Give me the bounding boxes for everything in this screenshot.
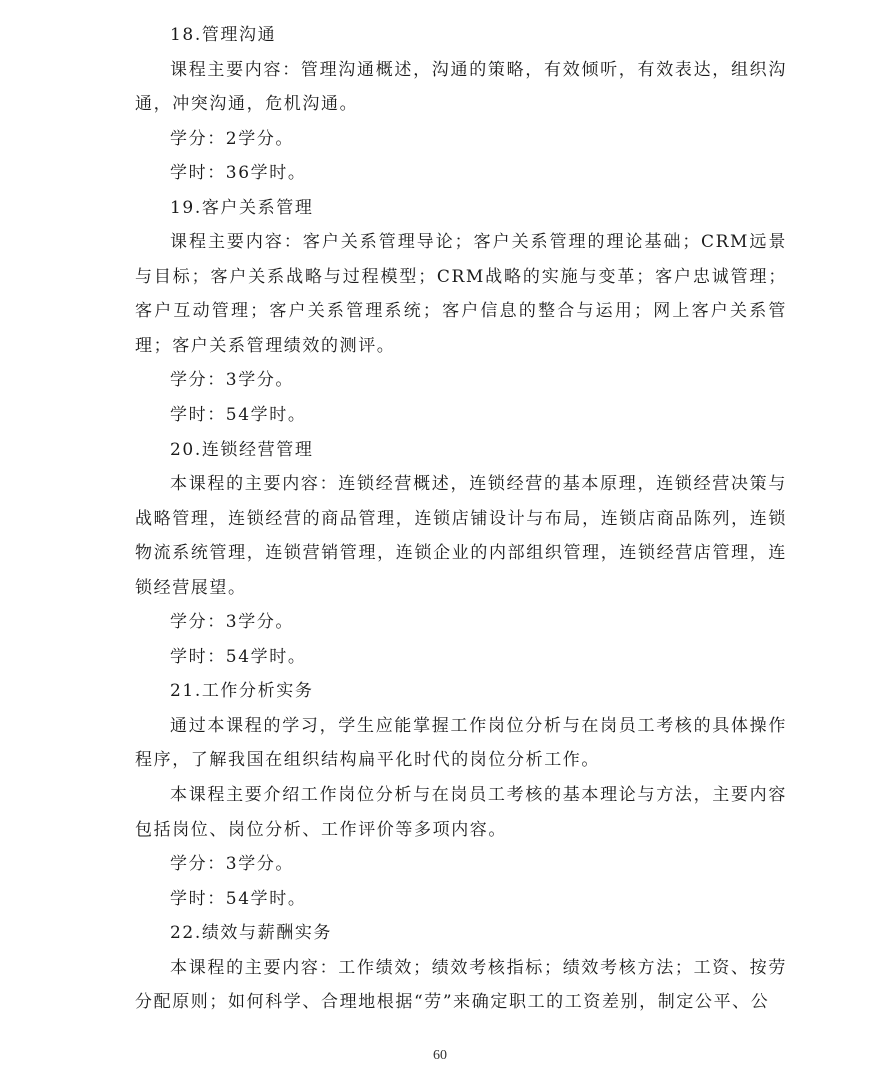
course-description-20: 本课程的主要内容：连锁经营概述，连锁经营的基本原理，连锁经营决策与战略管理，连锁经营的商品管理，连锁店铺设计与布局，连锁店商品陈列，连锁物流系统管理，连锁营销管理，连锁企业的内部组织管理，连锁经营店管理，连锁经营展望。 xyxy=(135,474,787,598)
course-description-22: 本课程的主要内容：工作绩效；绩效考核指标；绩效考核方法；工资、按劳分配原则；如何科学、合理地根据“劳”来确定职工的工资差别，制定公平、公 xyxy=(135,957,787,1013)
course-credits-19: 学分：3学分。 xyxy=(170,370,295,391)
course-hours-18: 学时：36学时。 xyxy=(170,163,307,184)
course-title-22: 22.绩效与薪酬实务 xyxy=(170,923,333,944)
course-title-19: 19.客户关系管理 xyxy=(170,197,314,218)
course-credits-18: 学分：2学分。 xyxy=(170,128,295,149)
course-description-21: 本课程主要介绍工作岗位分析与在岗员工考核的基本理论与方法，主要内容包括岗位、岗位分析、工作评价等多项内容。 xyxy=(135,785,787,840)
course-description-19: 课程主要内容：客户关系管理导论；客户关系管理的理论基础；CRM远景与目标；客户关系战略与过程模型；CRM战略的实施与变革；客户忠诚管理；客户互动管理；客户关系管理系统；客户信息的整合与运用；网上客户关系管理；客户关系管理绩效的测评。 xyxy=(135,232,787,356)
course-hours-20: 学时：54学时。 xyxy=(170,646,307,667)
course-objective-21: 通过本课程的学习，学生应能掌握工作岗位分析与在岗员工考核的具体操作程序，了解我国在组织结构扁平化时代的岗位分析工作。 xyxy=(135,715,787,771)
course-credits-21: 学分：3学分。 xyxy=(170,854,295,875)
course-hours-21: 学时：54学时。 xyxy=(170,888,307,909)
course-description-18: 课程主要内容：管理沟通概述，沟通的策略，有效倾听，有效表达，组织沟通，冲突沟通，危机沟通。 xyxy=(135,59,787,115)
course-title-21: 21.工作分析实务 xyxy=(170,681,314,702)
page-number: 60 xyxy=(433,1048,447,1063)
course-title-18: 18.管理沟通 xyxy=(170,25,277,45)
course-credits-20: 学分：3学分。 xyxy=(170,612,295,633)
course-title-20: 20.连锁经营管理 xyxy=(170,439,314,460)
document-page xyxy=(135,18,787,1020)
course-hours-19: 学时：54学时。 xyxy=(170,405,307,426)
